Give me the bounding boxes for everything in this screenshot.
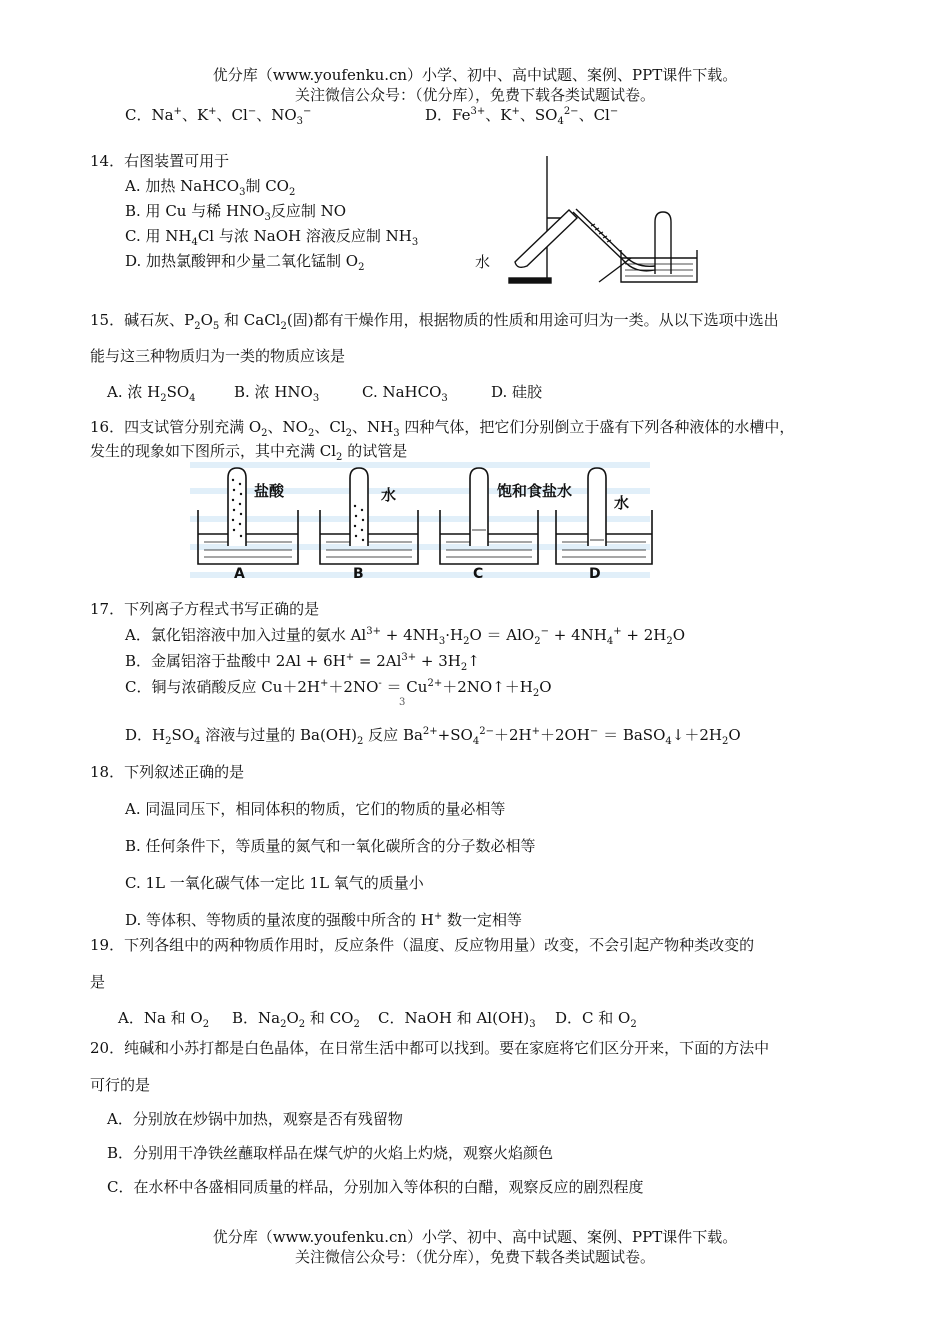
footer-line-1: 优分库（www.youfenku.cn）小学、初中、高中试题、案例、PPT课件下载。 bbox=[212, 1228, 738, 1246]
q14-option-a: A. 加热 NaHCO$_3$制 $CO_2$ bbox=[125, 177, 296, 198]
q17-option-c: C．铜与浓硝酸反应 $Cu+2H^++2NO^- = Cu^{2+}+2NO↑+H_2O$ bbox=[125, 678, 552, 699]
q20-option-c: C．在水杯中各盛相同质量的样品，分别加入等体积的白醋，观察反应的剧烈程度 bbox=[107, 1178, 644, 1196]
q17-stem: 17．下列离子方程式书写正确的是 bbox=[90, 600, 320, 618]
q15-option-d: D. 硅胶 bbox=[491, 383, 543, 401]
q18-stem: 18．下列叙述正确的是 bbox=[90, 763, 245, 781]
footer-line-2: 关注微信公众号：（优分库），免费下载各类试题试卷。 bbox=[294, 1248, 655, 1266]
q16-label-b: 水 bbox=[381, 486, 397, 504]
q15-option-c: C. NaHCO$_3$ bbox=[362, 383, 448, 404]
q17-c-subscript: 3 bbox=[399, 697, 406, 708]
header-line-1: 优分库（www.youfenku.cn）小学、初中、高中试题、案例、PPT课件下载。 bbox=[212, 66, 738, 84]
q16-letter-d: D bbox=[589, 566, 601, 582]
q16-letter-c: C bbox=[473, 566, 484, 582]
q18-option-b: B. 任何条件下，等质量的氮气和一氧化碳所含的分子数必相等 bbox=[125, 837, 536, 855]
q20-option-a: A．分别放在炒锅中加热，观察是否有残留物 bbox=[107, 1110, 403, 1128]
q19-option-b: B．$Na_2O_2$ 和 $CO_2$ bbox=[232, 1009, 360, 1030]
q20-line-2: 可行的是 bbox=[90, 1076, 151, 1094]
q14-option-d: D. 加热氯酸钾和少量二氧化锰制 $O_2$ bbox=[125, 252, 365, 273]
q16-label-a: 盐酸 bbox=[254, 482, 285, 500]
q19-line-2: 是 bbox=[90, 973, 106, 991]
q14-apparatus-figure bbox=[495, 150, 705, 286]
q18-option-a: A. 同温同压下，相同体积的物质，它们的物质的量必相等 bbox=[125, 800, 506, 818]
q18-option-c: C. 1L 一氧化碳气体一定比 1L 氧气的质量小 bbox=[125, 874, 424, 892]
q14-stem: 14．右图装置可用于 bbox=[90, 152, 230, 170]
q13-option-d: D．$Fe^{3+}$、K+、$SO_4^{2-}$、Cl− bbox=[425, 106, 619, 127]
q16-label-c: 饱和食盐水 bbox=[497, 482, 573, 500]
q15-line-2: 能与这三种物质归为一类的物质应该是 bbox=[90, 347, 346, 365]
q17-option-d: D．$H_2SO_4$ 溶液与过量的 $Ba(OH)_2$ 反应 $Ba^{2+}+SO_4^{2-}+2H^++2OH^-$ ＝ $BaSO_4↓+2H_2O$ bbox=[125, 726, 741, 747]
q18-option-d: D. 等体积、等物质的量浓度的强酸中所含的 H+ 数一定相等 bbox=[125, 911, 523, 929]
q19-line-1: 19．下列各组中的两种物质作用时，反应条件（温度、反应物用量）改变，不会引起产物种类改变的 bbox=[90, 936, 755, 954]
q15-option-a: A. 浓 $H_2SO_4$ bbox=[107, 383, 196, 404]
q13-option-c: C．Na+、K+、Cl−、$NO_3^-$ bbox=[125, 106, 312, 127]
q15-line-1: 15．碱石灰、$P_2O_5$ 和 CaCl$_2$(固)都有干燥作用，根据物质的性质和用途可归为一类。从以下选项中选出 bbox=[90, 311, 779, 332]
trough-b bbox=[320, 468, 418, 564]
q20-option-b: B．分别用干净铁丝蘸取样品在煤气炉的火焰上灼烧，观察火焰颜色 bbox=[107, 1144, 554, 1162]
q14-option-b: B. 用 Cu 与稀 $HNO_3$反应制 NO bbox=[125, 202, 347, 223]
q16-line-2: 发生的现象如下图所示，其中充满 $Cl_2$ 的试管是 bbox=[90, 442, 408, 463]
q17-option-b: B．金属铝溶于盐酸中 $2Al + 6H^+ = 2Al^{3+}$ + $3H_2↑$ bbox=[125, 652, 480, 673]
q15-option-b: B. 浓 $HNO_3$ bbox=[234, 383, 320, 404]
header-line-2: 关注微信公众号：（优分库），免费下载各类试题试卷。 bbox=[294, 86, 655, 104]
q16-line-1: 16．四支试管分别充满 $O_2$、$NO_2$、$Cl_2$、$NH_3$ 四种气体，把它们分别倒立于盛有下列各种液体的水槽中， bbox=[90, 418, 795, 439]
q19-option-c: C．NaOH 和 $Al(OH)_3$ bbox=[378, 1009, 536, 1030]
q14-figure-label: 水 bbox=[475, 253, 491, 271]
q16-label-d: 水 bbox=[614, 494, 630, 512]
q19-option-d: D．C 和 $O_2$ bbox=[555, 1009, 637, 1030]
q16-letter-b: B bbox=[353, 566, 364, 582]
q19-option-a: A．Na 和 $O_2$ bbox=[118, 1009, 210, 1030]
q16-letter-a: A bbox=[234, 566, 245, 582]
q14-option-c: C. 用 $NH_4Cl$ 与浓 NaOH 溶液反应制 $NH_3$ bbox=[125, 227, 419, 248]
q17-option-a: A．氯化铝溶液中加入过量的氨水 $Al^{3+} + 4NH_3\cdot H_2O = AlO_2^- + 4NH_4^+ + 2H_2O$ bbox=[125, 626, 686, 647]
q20-line-1: 20．纯碱和小苏打都是白色晶体，在日常生活中都可以找到。要在家庭将它们区分开来，下面的方法中 bbox=[90, 1039, 770, 1057]
